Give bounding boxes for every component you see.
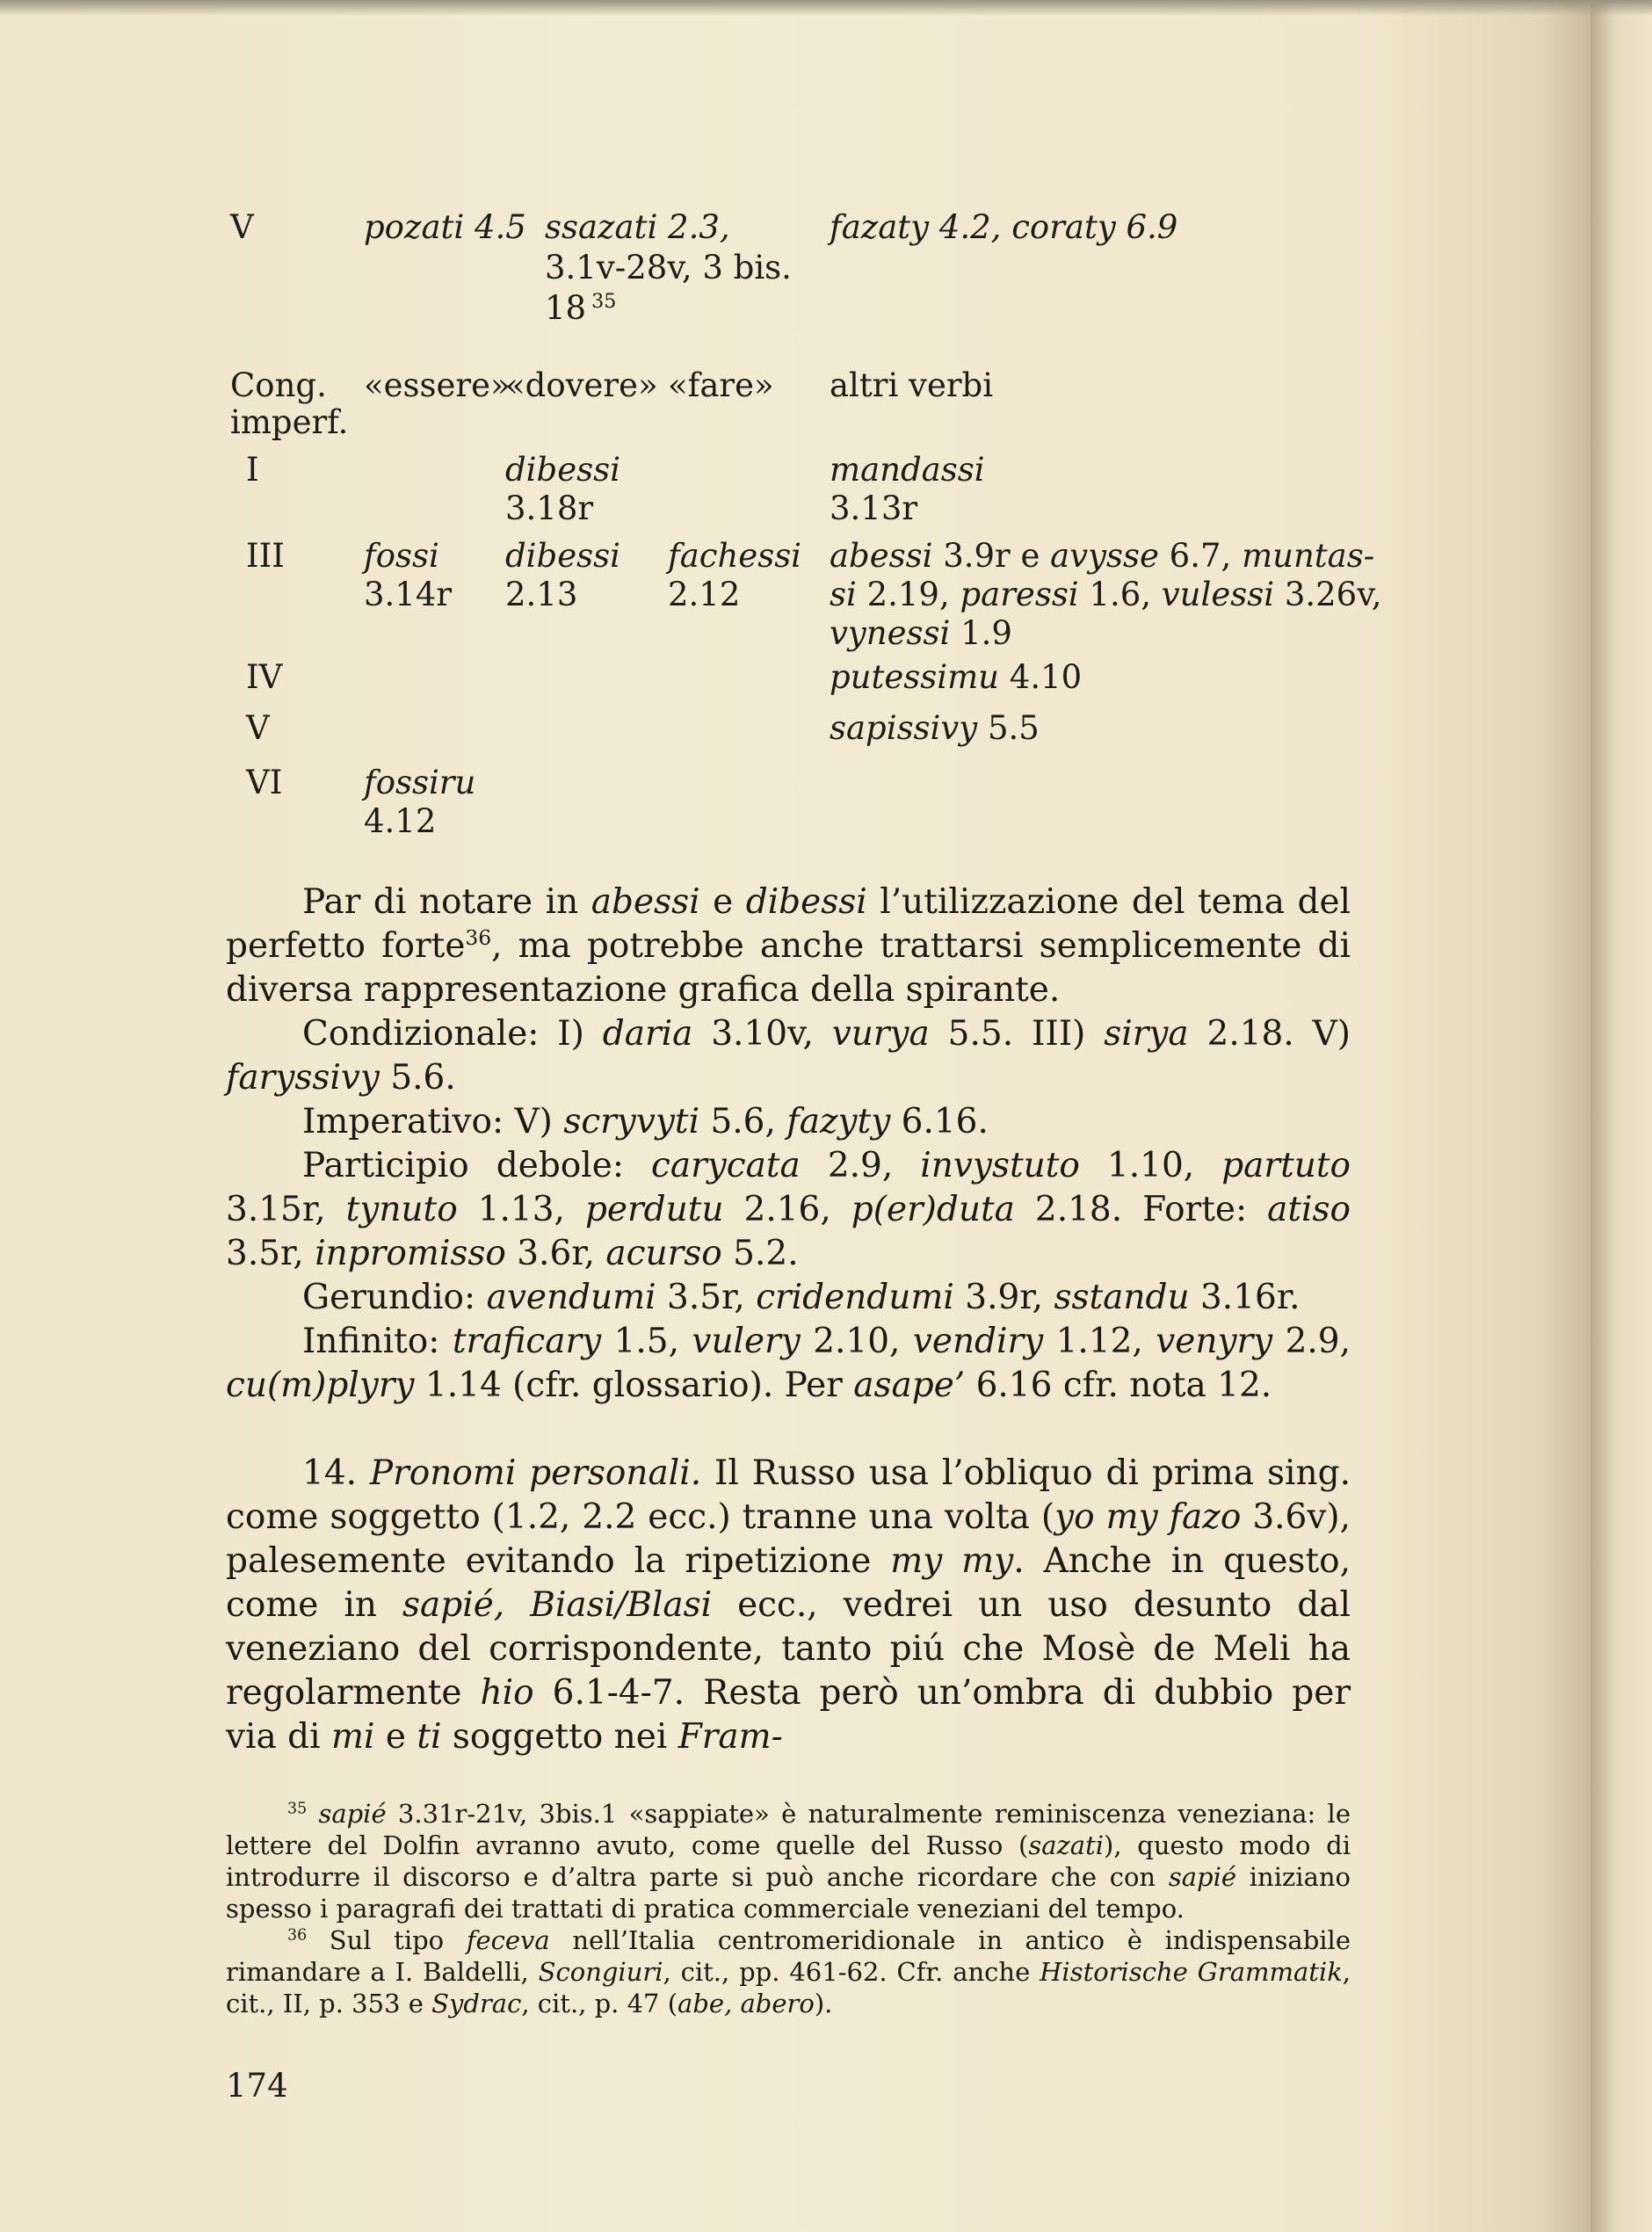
top-shadow bbox=[0, 0, 1652, 16]
cell-dibessi-3: dibessi bbox=[505, 537, 620, 575]
cell-ssazati: ssazati 2.3, bbox=[545, 208, 730, 246]
cell-dibessi-3-ref: 2.13 bbox=[505, 576, 578, 613]
cell-fachessi-ref: 2.12 bbox=[668, 576, 741, 613]
table-head-essere: «essere» bbox=[364, 366, 511, 404]
table-head-altri-verbi: altri verbi bbox=[830, 366, 994, 404]
table-head-imperf: imperf. bbox=[230, 403, 349, 441]
cell-fossi: fossi bbox=[364, 537, 439, 575]
book-spine-edge bbox=[1590, 0, 1652, 2232]
row-label-vi: VI bbox=[246, 764, 283, 801]
cell-ssazati-refs: 3.1v-28v, 3 bis. bbox=[545, 249, 792, 286]
cell-pozati: pozati 4.5 bbox=[364, 208, 526, 246]
cell-fachessi: fachessi bbox=[668, 537, 802, 575]
cell-fazaty: fazaty 4.2, coraty 6.9 bbox=[830, 208, 1178, 246]
footnote-35: $^{35}$ sapié 3.31r-21v, 3bis.1 «sappiate» è naturalmente reminiscenza veneziana: le lettere del Dolfin avranno avuto, come quelle del Russo (sazati), questo modo di introdurre il discorso e d’altra parte si può anche ricordare che con sapié iniziano spesso i paragrafi dei trattati di pratica commerciale veneziani del tempo. bbox=[226, 1799, 1351, 1924]
paragraph-gerundio: Gerundio: avendumi 3.5r, cridendumi 3.9r, sstandu 3.16r. bbox=[302, 1278, 1301, 1317]
paragraph-participio: Participio debole: carycata 2.9, invystuto 1.10, partuto 3.15r, tynuto 1.13, perdutu 2.16, p(er)duta 2.18. Forte: atiso 3.5r, inpromisso 3.6r, acurso 5.2. bbox=[226, 1146, 1351, 1273]
cell-dibessi-1-ref: 3.18r bbox=[505, 489, 594, 527]
footnote-36: $^{36}$ Sul tipo feceva nell’Italia centromeridionale in antico è indispensabile rimandare a I. Baldelli, Scongiuri, cit., pp. 461-62. Cfr. anche Historische Grammatik, cit., II, p. 353 e Sydrac, cit., p. 47 (abe, abero). bbox=[226, 1925, 1351, 2018]
row-label-iv: IV bbox=[246, 658, 283, 696]
cell-ssazati-refs2 bbox=[545, 288, 616, 329]
cell-dibessi-1: dibessi bbox=[505, 451, 620, 489]
cell-sapissivy: sapissivy 5.5 bbox=[830, 709, 1040, 747]
cell-putessimu: putessimu 4.10 bbox=[830, 658, 1083, 696]
footnotes bbox=[226, 1798, 1351, 2019]
table-head-cong: Cong. bbox=[230, 366, 327, 404]
cell-fossiru: fossiru bbox=[364, 764, 476, 801]
table-head-dovere: «dovere» bbox=[505, 366, 658, 404]
cell-mandassi: mandassi bbox=[830, 451, 985, 489]
footnote-ref-36: 36 bbox=[465, 925, 492, 950]
table-head-fare: «fare» bbox=[668, 366, 774, 404]
cell-altri-iii-line1: abessi 3.9r e avysse 6.7, muntas- bbox=[830, 537, 1375, 575]
footnote-ref-35: 35 bbox=[591, 289, 617, 313]
paragraph-infinito: Infinito: traficary 1.5, vulery 2.10, vendiry 1.12, venyry 2.9, cu(m)plyry 1.14 (cfr. glossario). Per asape’ 6.16 cfr. nota 12. bbox=[226, 1322, 1351, 1405]
cell-fossiru-ref: 4.12 bbox=[364, 802, 437, 840]
row-label-iii: III bbox=[246, 537, 285, 575]
cell-mandassi-ref: 3.13r bbox=[830, 489, 918, 527]
row-label-i: I bbox=[246, 451, 259, 489]
section-14 bbox=[226, 1452, 1351, 1759]
cell-altri-iii-line3: vynessi 1.9 bbox=[830, 614, 1012, 652]
paragraph-imperativo: Imperativo: V) scryvyti 5.6, fazyty 6.16. bbox=[302, 1102, 989, 1141]
page-number: 174 bbox=[226, 2067, 288, 2105]
row-label-v: V bbox=[246, 709, 270, 747]
paragraph-condizionale: Condizionale: I) daria 3.10v, vurya 5.5. III) sirya 2.18. V) faryssivy 5.6. bbox=[226, 1014, 1351, 1098]
cell-altri-iii-line2: si 2.19, paressi 1.6, vulessi 3.26v, bbox=[830, 576, 1382, 613]
paragraph-pronomi-personali: 14. Pronomi personali. Il Russo usa l’obliquo di prima sing. come soggetto (1.2, 2.2 ecc.) tranne una volta (yo my fazo 3.6v), palesemente evitando la ripetizione my my. Anche in questo, come in sapié, Biasi/Blasi ecc., vedrei un uso desunto dal veneziano del corrispondente, tanto piú che Mosè de Meli ha regolarmente hio 6.1-4-7. Resta però un’ombra di dubbio per via di mi e ti soggetto nei Fram- bbox=[226, 1453, 1351, 1757]
body-text bbox=[226, 880, 1351, 1408]
row-label-v-top: V bbox=[230, 208, 254, 246]
cell-fossi-ref: 3.14r bbox=[364, 576, 453, 613]
section-heading-pronomi: Pronomi personali. bbox=[369, 1453, 702, 1493]
paragraph-perfetto-forte: Par di notare in abessi e dibessi l’utilizzazione del tema del perfetto forte$^{36}$, ma potrebbe anche trattarsi semplicemente di diversa rappresentazione grafica della spirante. bbox=[226, 882, 1351, 1010]
ref-18: 18 bbox=[545, 289, 587, 327]
